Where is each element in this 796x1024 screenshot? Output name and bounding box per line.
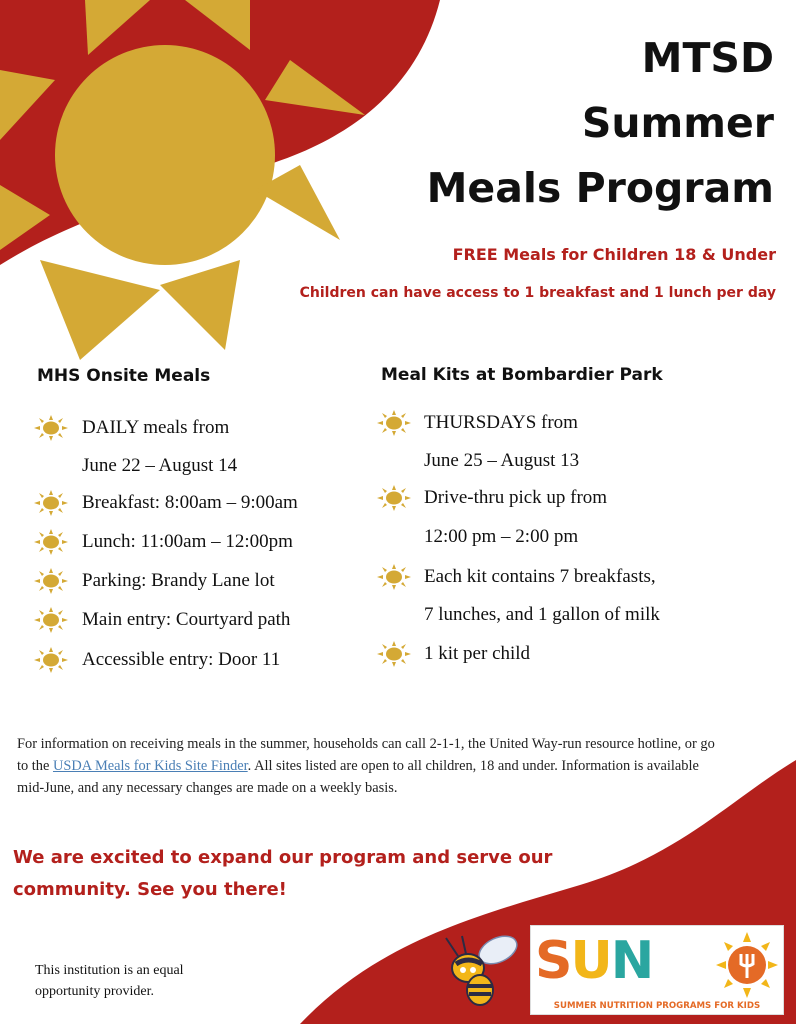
- free-meals-subtitle: FREE Meals for Children 18 & Under: [452, 245, 776, 264]
- sun-bullet-icon: [377, 641, 411, 667]
- info-paragraph: [17, 733, 717, 799]
- list-item: Breakfast: 8:00am – 9:00am: [82, 492, 298, 513]
- page-title-line-1: MTSD: [641, 34, 774, 82]
- sun-bullet-icon: [377, 485, 411, 511]
- list-item: DAILY meals from: [82, 417, 230, 438]
- sun-program-logo: [530, 925, 784, 1015]
- sun-logo-letter: U: [570, 931, 611, 991]
- sun-bullet-icon: [34, 490, 68, 516]
- list-item: Parking: Brandy Lane lot: [82, 570, 275, 591]
- fork-sun-icon: [716, 932, 778, 998]
- page-title-line-3: Meals Program: [426, 164, 774, 212]
- page-title-line-2: Summer: [581, 99, 774, 147]
- sun-bullet-icon: [34, 568, 68, 594]
- sun-bullet-icon: [377, 410, 411, 436]
- closing-message: We are excited to expand our program and serve our community. See you there!: [13, 847, 553, 900]
- sun-bullet-icon: [377, 564, 411, 590]
- usda-site-finder-link[interactable]: USDA Meals for Kids Site Finder: [52, 758, 248, 774]
- list-item: June 25 – August 13: [424, 450, 580, 471]
- list-item: 7 lunches, and 1 gallon of milk: [424, 604, 660, 625]
- list-item: 12:00 pm – 2:00 pm: [424, 526, 579, 547]
- list-item: Each kit contains 7 breakfasts,: [424, 566, 656, 587]
- sun-logo-tagline: SUMMER NUTRITION PROGRAMS FOR KIDS: [553, 1001, 761, 1011]
- info-text-before-link: For information on receiving meals in the summer, households can call 2-1-1, the United Way-run resource hotline, or go to the: [17, 736, 715, 774]
- sun-bullet-icon: [34, 415, 68, 441]
- list-item: Drive-thru pick up from: [424, 487, 608, 508]
- sun-logo-letter: S: [535, 931, 571, 991]
- equal-opportunity-statement: This institution is an equal opportunity provider.: [35, 963, 184, 999]
- list-item: Accessible entry: Door 11: [82, 649, 281, 670]
- sun-bullet-icon: [34, 529, 68, 555]
- sun-bullet-icon: [34, 607, 68, 633]
- info-text-after-link: . All sites listed are open to all children, 18 and under. Information is available mid-June, and any necessary changes are made on a weekly basis.: [17, 758, 699, 796]
- sun-logo-word: [535, 928, 652, 994]
- list-item: Main entry: Courtyard path: [82, 609, 291, 630]
- list-item: Lunch: 11:00am – 12:00pm: [82, 531, 293, 552]
- right-column-heading: Meal Kits at Bombardier Park: [381, 365, 663, 385]
- left-column-heading: MHS Onsite Meals: [37, 366, 211, 386]
- access-subtitle: Children can have access to 1 breakfast and 1 lunch per day: [299, 285, 776, 301]
- sun-logo-letter: N: [610, 931, 653, 991]
- list-item: THURSDAYS from: [424, 412, 578, 433]
- list-item: 1 kit per child: [424, 643, 531, 664]
- list-item: June 22 – August 14: [82, 455, 238, 476]
- sun-bullet-icon: [34, 647, 68, 673]
- hornet-mascot-icon: [438, 928, 522, 1008]
